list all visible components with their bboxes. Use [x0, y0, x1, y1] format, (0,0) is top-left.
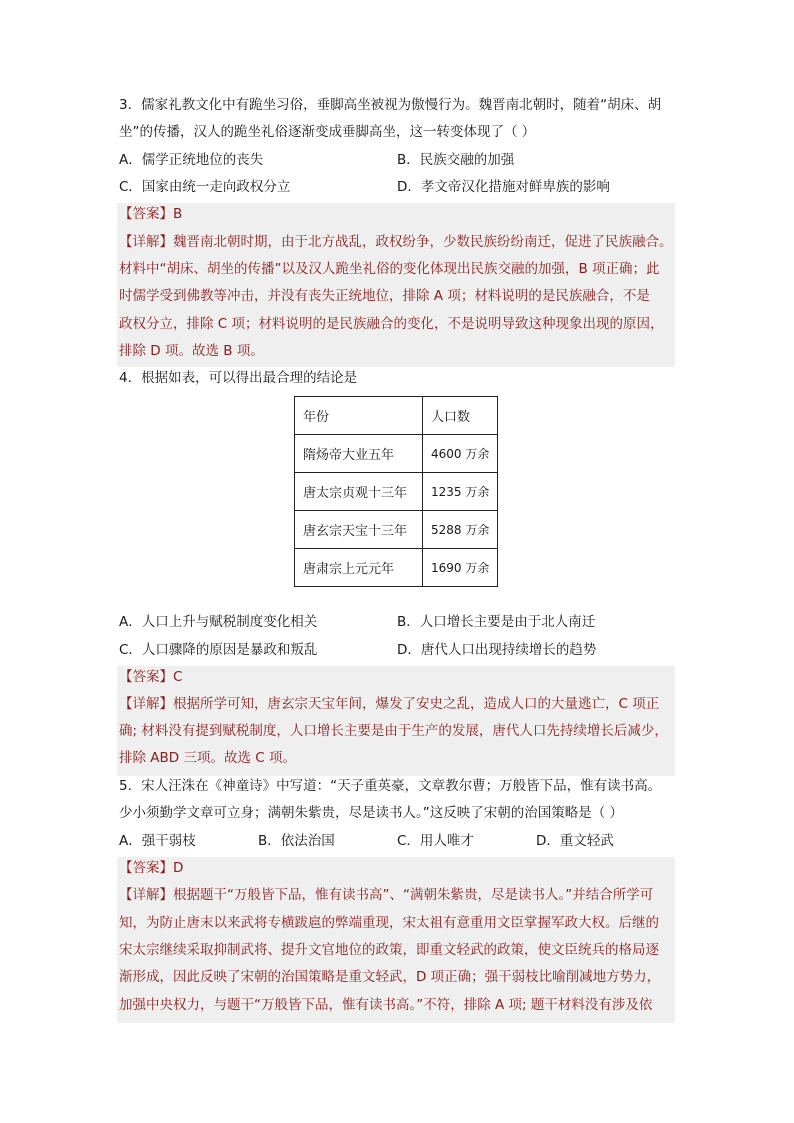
- table-header-row: [295, 397, 498, 435]
- table-cell: 4600 万余: [423, 435, 498, 473]
- q3-option-d: D．孝文帝汉化措施对鲜卑族的影响: [397, 179, 610, 195]
- q3-option-c: C．国家由统一走向政权分立: [119, 179, 291, 195]
- q4-answer: 【答案】C: [119, 669, 183, 685]
- table-row: [295, 549, 498, 587]
- table-row: [295, 435, 498, 473]
- q3-stem-line-2: 坐”的传播，汉人的跪坐礼俗逐渐变成垂脚高坐，这一转变体现了（ ）: [119, 124, 536, 140]
- q3-analysis-line-3: 时儒学受到佛教等冲击，并没有丧失正统地位，排除 A 项；材料说明的是民族融合，不是: [119, 288, 650, 304]
- q5-analysis-line-1: 【详解】根据题干“万般皆下品，惟有读书高”、“满朝朱紫贵，尽是读书人。”并结合所学可: [119, 887, 654, 903]
- table-cell: 隋炀帝大业五年: [295, 435, 423, 473]
- table-header-cell: 人口数: [423, 397, 498, 435]
- q4-option-c: C．人口骤降的原因是暴政和叛乱: [119, 642, 318, 658]
- population-table: [294, 396, 498, 587]
- table-cell: 唐玄宗天宝十三年: [295, 511, 423, 549]
- table-row: [295, 511, 498, 549]
- q5-option-a: A．强干弱枝: [119, 833, 196, 849]
- table-header-cell: 年份: [295, 397, 423, 435]
- q4-option-a: A．人口上升与赋税制度变化相关: [119, 614, 318, 630]
- q5-stem-line-2: 少小须勤学文章可立身；满朝朱紫贵，尽是读书人。”这反映了宋朝的治国策略是（ ）: [119, 805, 624, 821]
- q5-analysis-line-4: 渐形成，因此反映了宋朝的治国策略是重文轻武，D 项正确；强干弱枝比喻削减地方势力，: [119, 969, 661, 985]
- q4-analysis-line-1: 【详解】根据所学可知，唐玄宗天宝年间，爆发了安史之乱，造成人口的大量逃亡，C 项正: [119, 696, 660, 712]
- q3-stem-line-1: 3．儒家礼教文化中有跪坐习俗，垂脚高坐被视为傲慢行为。魏晋南北朝时，随着“胡床、胡: [119, 97, 662, 113]
- table-cell: 5288 万余: [423, 511, 498, 549]
- q3-answer: 【答案】B: [119, 206, 183, 222]
- q5-option-c: C．用人唯才: [397, 833, 474, 849]
- q3-analysis-line-4: 政权分立，排除 C 项；材料说明的是民族融合的变化，不是说明导致这种现象出现的原因，: [119, 316, 664, 332]
- q5-analysis-line-5: 加强中央权力，与题干“万般皆下品，惟有读书高。”不符，排除 A 项; 题干材料没有涉及依: [119, 997, 653, 1013]
- table-cell: 1690 万余: [423, 549, 498, 587]
- q5-analysis-line-2: 知，为防止唐末以来武将专横跋扈的弊端重现，宋太祖有意重用文臣掌握军政大权。后继的: [119, 915, 659, 931]
- q3-analysis-line-2: 材料中“胡床、胡坐的传播”以及汉人跪坐礼俗的变化体现出民族交融的加强，B 项正确；此: [119, 261, 660, 277]
- q4-analysis-line-2: 确; 材料没有提到赋税制度，人口增长主要是由于生产的发展，唐代人口先持续增长后减少，: [119, 723, 668, 739]
- q5-analysis-line-3: 宋太宗继续采取抑制武将、提升文官地位的政策，即重文轻武的政策，使文臣统兵的格局逐: [119, 942, 659, 958]
- q4-option-b: B．人口增长主要是由于北人南迁: [397, 614, 596, 630]
- q5-option-b: B．依法治国: [258, 833, 335, 849]
- q4-analysis-line-3: 排除 ABD 三项。故选 C 项。: [119, 750, 296, 766]
- q5-stem-line-1: 5．宋人汪洙在《神童诗》中写道：“天子重英豪，文章教尔曹；万般皆下品，惟有读书高。: [119, 778, 662, 794]
- q5-answer: 【答案】D: [119, 860, 184, 876]
- table-cell: 1235 万余: [423, 473, 498, 511]
- q3-option-b: B．民族交融的加强: [397, 152, 515, 168]
- q4-stem: 4．根据如表，可以得出最合理的结论是: [119, 370, 358, 386]
- q4-option-d: D．唐代人口出现持续增长的趋势: [397, 642, 597, 658]
- q3-analysis-line-5: 排除 D 项。故选 B 项。: [119, 343, 264, 359]
- q3-option-a: A．儒学正统地位的丧失: [119, 152, 264, 168]
- q5-option-d: D．重文轻武: [536, 833, 614, 849]
- table-cell: 唐太宗贞观十三年: [295, 473, 423, 511]
- table-cell: 唐肃宗上元元年: [295, 549, 423, 587]
- q3-analysis-line-1: 【详解】魏晋南北朝时期，由于北方战乱，政权纷争，少数民族纷纷南迁，促进了民族融合。: [119, 234, 673, 250]
- table-row: [295, 473, 498, 511]
